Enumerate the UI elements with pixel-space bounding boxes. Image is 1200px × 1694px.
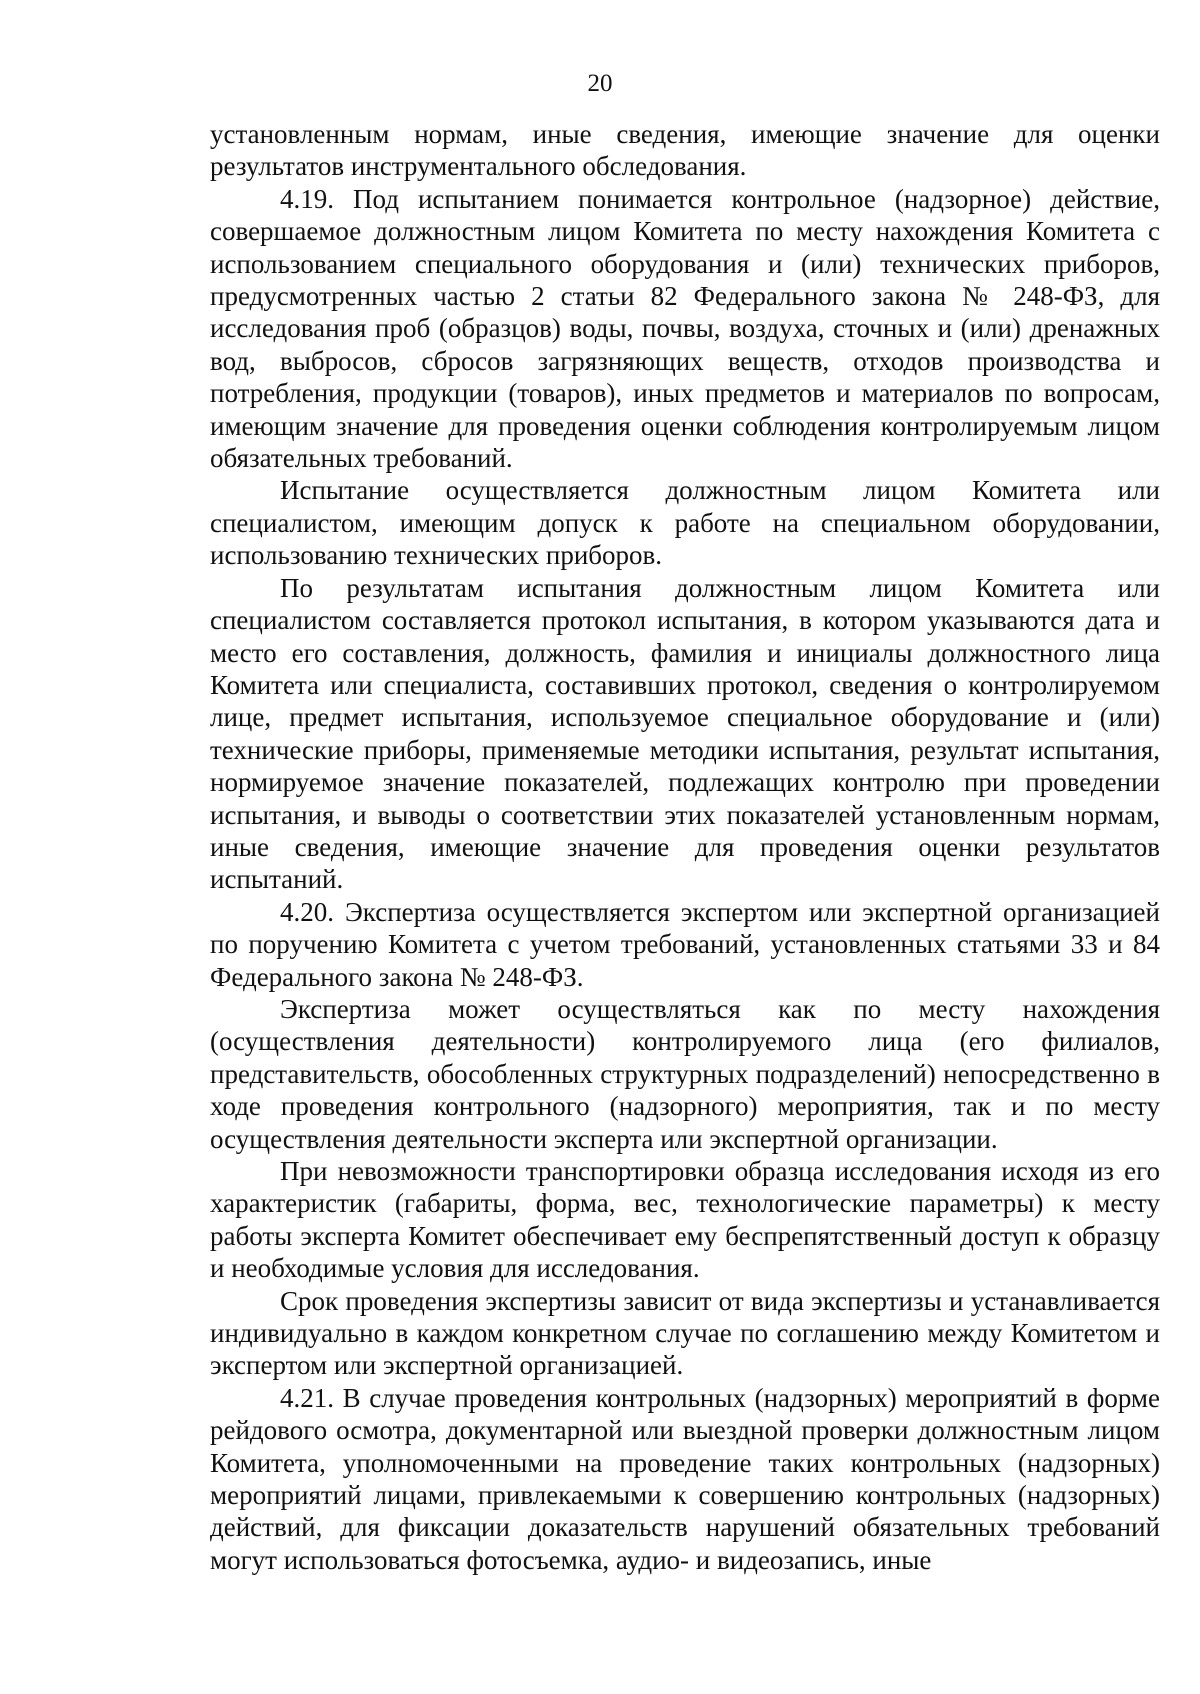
paragraph-sample-transport: При невозможности транспортировки образца исследования исходя из его характеристик (габариты, форма, вес, технологические параметры) к месту работы эксперта Комитет обеспечивает ему беспрепятственный доступ к образцу и необходимые условия для исследования. — [210, 1156, 1160, 1284]
paragraph-4-20: 4.20. Экспертиза осуществляется экспертом или экспертной организацией по поручению Комитета с учетом требований, установленных статьями 33 и 84 Федерального закона № 248-ФЗ. — [210, 896, 1160, 992]
paragraph-testing-performer: Испытание осуществляется должностным лицом Комитета или специалистом, имеющим допуск к работе на специальном оборудовании, использованию технических приборов. — [210, 475, 1160, 571]
paragraph-testing-protocol: По результатам испытания должностным лицом Комитета или специалистом составляется протокол испытания, в котором указываются дата и место его составления, должность, фамилия и инициалы должностного лица Комитета или специалиста, составивших протокол, сведения о контролируемом лице, предмет испытания, используемое специальное оборудование и (или) технические приборы, применяемые методики испытания, результат испытания, нормируемое значение показателей, подлежащих контролю при проведении испытания, и выводы о соответствии этих показателей установленным нормам, иные сведения, имеющие значение для проведения оценки результатов испытаний. — [210, 572, 1160, 895]
paragraph-continuation: установленным нормам, иные сведения, имеющие значение для оценки результатов инструментального обследования. — [210, 119, 1160, 182]
paragraph-expertise-term: Срок проведения экспертизы зависит от вида экспертизы и устанавливается индивидуально в каждом конкретном случае по соглашению между Комитетом и экспертом или экспертной организацией. — [210, 1285, 1160, 1381]
paragraph-4-19: 4.19. Под испытанием понимается контрольное (надзорное) действие, совершаемое должностным лицом Комитета по месту нахождения Комитета с использованием специального оборудования и (или) технических приборов, предусмотренных частью 2 статьи 82 Федерального закона № 248-ФЗ, для исследования проб (образцов) воды, почвы, воздуха, сточных и (или) дренажных вод, выбросов, сбросов загрязняющих веществ, отходов производства и потребления, продукции (товаров), иных предметов и материалов по вопросам, имеющим значение для проведения оценки соблюдения контролируемым лицом обязательных требований. — [210, 183, 1160, 474]
page-number: 20 — [587, 70, 613, 97]
paragraph-4-21: 4.21. В случае проведения контрольных (надзорных) мероприятий в форме рейдового осмотра, документарной или выездной проверки должностным лицом Комитета, уполномоченными на проведение таких контрольных (надзорных) мероприятий лицами, привлекаемыми к совершению контрольных (надзорных) действий, для фиксации доказательств нарушений обязательных требований могут использоваться фотосъемка, аудио- и видеозапись, иные — [210, 1382, 1160, 1575]
paragraph-expertise-location: Экспертиза может осуществляться как по месту нахождения (осуществления деятельности) контролируемого лица (его филиалов, представительств, обособленных структурных подразделений) непосредственно в ходе проведения контрольного (надзорного) мероприятия, так и по месту осуществления деятельности эксперта или экспертной организации. — [210, 993, 1160, 1154]
document-body — [210, 118, 1160, 1576]
